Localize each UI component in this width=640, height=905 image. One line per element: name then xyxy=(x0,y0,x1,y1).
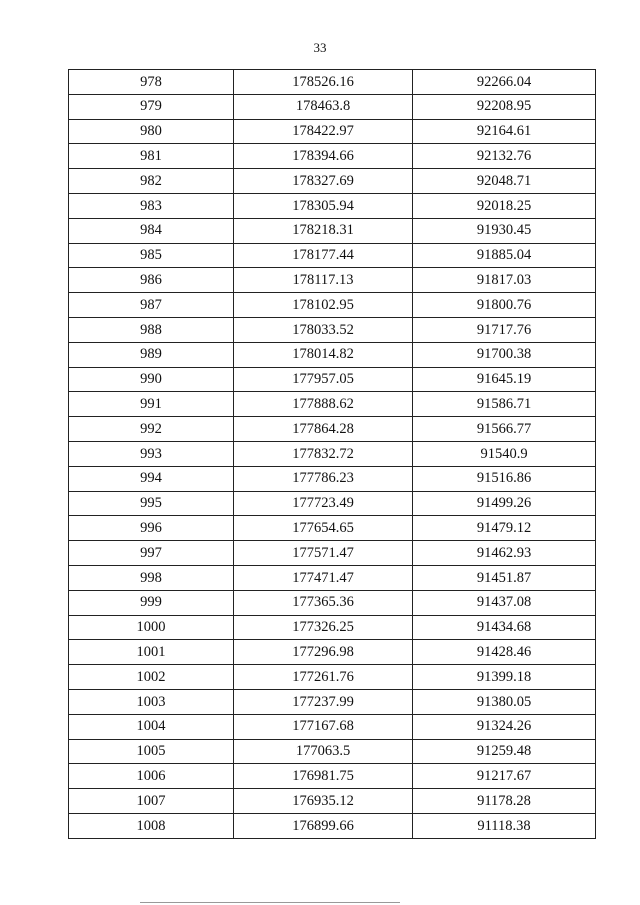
point-number-cell: 1007 xyxy=(69,789,234,814)
table-row xyxy=(69,367,596,392)
table-row xyxy=(69,293,596,318)
x-coordinate-cell: 177864.28 xyxy=(234,417,413,442)
x-coordinate-cell: 177832.72 xyxy=(234,441,413,466)
table-row xyxy=(69,813,596,838)
x-coordinate-cell: 177326.25 xyxy=(234,615,413,640)
table-row xyxy=(69,714,596,739)
point-number-cell: 1003 xyxy=(69,689,234,714)
y-coordinate-cell: 91700.38 xyxy=(413,342,596,367)
y-coordinate-cell: 91437.08 xyxy=(413,590,596,615)
table-row xyxy=(69,665,596,690)
y-coordinate-cell: 91717.76 xyxy=(413,317,596,342)
x-coordinate-cell: 176899.66 xyxy=(234,813,413,838)
table-row xyxy=(69,590,596,615)
point-number-cell: 985 xyxy=(69,243,234,268)
coordinate-table xyxy=(68,69,596,839)
x-coordinate-cell: 177957.05 xyxy=(234,367,413,392)
y-coordinate-cell: 92018.25 xyxy=(413,193,596,218)
point-number-cell: 981 xyxy=(69,144,234,169)
x-coordinate-cell: 178033.52 xyxy=(234,317,413,342)
point-number-cell: 988 xyxy=(69,317,234,342)
point-number-cell: 1000 xyxy=(69,615,234,640)
table-row xyxy=(69,144,596,169)
y-coordinate-cell: 91930.45 xyxy=(413,218,596,243)
y-coordinate-cell: 91499.26 xyxy=(413,491,596,516)
y-coordinate-cell: 91434.68 xyxy=(413,615,596,640)
y-coordinate-cell: 91479.12 xyxy=(413,516,596,541)
x-coordinate-cell: 178117.13 xyxy=(234,268,413,293)
y-coordinate-cell: 91566.77 xyxy=(413,417,596,442)
point-number-cell: 990 xyxy=(69,367,234,392)
y-coordinate-cell: 91451.87 xyxy=(413,565,596,590)
x-coordinate-cell: 178422.97 xyxy=(234,119,413,144)
y-coordinate-cell: 91118.38 xyxy=(413,813,596,838)
x-coordinate-cell: 177063.5 xyxy=(234,739,413,764)
y-coordinate-cell: 91516.86 xyxy=(413,466,596,491)
table-row xyxy=(69,342,596,367)
y-coordinate-cell: 91586.71 xyxy=(413,392,596,417)
y-coordinate-cell: 91428.46 xyxy=(413,640,596,665)
point-number-cell: 979 xyxy=(69,94,234,119)
table-row xyxy=(69,193,596,218)
table-row xyxy=(69,739,596,764)
point-number-cell: 1006 xyxy=(69,764,234,789)
x-coordinate-cell: 177654.65 xyxy=(234,516,413,541)
x-coordinate-cell: 177723.49 xyxy=(234,491,413,516)
y-coordinate-cell: 92132.76 xyxy=(413,144,596,169)
table-row xyxy=(69,417,596,442)
point-number-cell: 994 xyxy=(69,466,234,491)
table-row xyxy=(69,516,596,541)
x-coordinate-cell: 178102.95 xyxy=(234,293,413,318)
table-row xyxy=(69,789,596,814)
table-row xyxy=(69,392,596,417)
table-row xyxy=(69,689,596,714)
y-coordinate-cell: 91217.67 xyxy=(413,764,596,789)
table-body xyxy=(69,70,596,839)
table-row xyxy=(69,70,596,95)
x-coordinate-cell: 178305.94 xyxy=(234,193,413,218)
point-number-cell: 991 xyxy=(69,392,234,417)
x-coordinate-cell: 176935.12 xyxy=(234,789,413,814)
y-coordinate-cell: 91324.26 xyxy=(413,714,596,739)
y-coordinate-cell: 91800.76 xyxy=(413,293,596,318)
x-coordinate-cell: 177888.62 xyxy=(234,392,413,417)
point-number-cell: 986 xyxy=(69,268,234,293)
y-coordinate-cell: 92266.04 xyxy=(413,70,596,95)
table-row xyxy=(69,169,596,194)
point-number-cell: 995 xyxy=(69,491,234,516)
point-number-cell: 984 xyxy=(69,218,234,243)
point-number-cell: 982 xyxy=(69,169,234,194)
table-row xyxy=(69,466,596,491)
table-row xyxy=(69,268,596,293)
x-coordinate-cell: 177237.99 xyxy=(234,689,413,714)
point-number-cell: 983 xyxy=(69,193,234,218)
point-number-cell: 989 xyxy=(69,342,234,367)
x-coordinate-cell: 177296.98 xyxy=(234,640,413,665)
table-row xyxy=(69,441,596,466)
x-coordinate-cell: 176981.75 xyxy=(234,764,413,789)
point-number-cell: 1004 xyxy=(69,714,234,739)
table-row xyxy=(69,317,596,342)
y-coordinate-cell: 91540.9 xyxy=(413,441,596,466)
table-row xyxy=(69,119,596,144)
x-coordinate-cell: 177471.47 xyxy=(234,565,413,590)
x-coordinate-cell: 178394.66 xyxy=(234,144,413,169)
y-coordinate-cell: 91645.19 xyxy=(413,367,596,392)
y-coordinate-cell: 92164.61 xyxy=(413,119,596,144)
y-coordinate-cell: 91817.03 xyxy=(413,268,596,293)
point-number-cell: 980 xyxy=(69,119,234,144)
table-row xyxy=(69,243,596,268)
table-row xyxy=(69,541,596,566)
point-number-cell: 997 xyxy=(69,541,234,566)
x-coordinate-cell: 177261.76 xyxy=(234,665,413,690)
x-coordinate-cell: 178463.8 xyxy=(234,94,413,119)
x-coordinate-cell: 178014.82 xyxy=(234,342,413,367)
table-row xyxy=(69,565,596,590)
table-row xyxy=(69,764,596,789)
point-number-cell: 1005 xyxy=(69,739,234,764)
point-number-cell: 1008 xyxy=(69,813,234,838)
point-number-cell: 993 xyxy=(69,441,234,466)
table-row xyxy=(69,94,596,119)
point-number-cell: 992 xyxy=(69,417,234,442)
point-number-cell: 996 xyxy=(69,516,234,541)
y-coordinate-cell: 91259.48 xyxy=(413,739,596,764)
x-coordinate-cell: 178327.69 xyxy=(234,169,413,194)
y-coordinate-cell: 91380.05 xyxy=(413,689,596,714)
x-coordinate-cell: 178218.31 xyxy=(234,218,413,243)
y-coordinate-cell: 91178.28 xyxy=(413,789,596,814)
x-coordinate-cell: 178526.16 xyxy=(234,70,413,95)
page-number: 33 xyxy=(313,40,327,55)
x-coordinate-cell: 177365.36 xyxy=(234,590,413,615)
table-row xyxy=(69,640,596,665)
point-number-cell: 998 xyxy=(69,565,234,590)
y-coordinate-cell: 91885.04 xyxy=(413,243,596,268)
point-number-cell: 999 xyxy=(69,590,234,615)
y-coordinate-cell: 91462.93 xyxy=(413,541,596,566)
point-number-cell: 978 xyxy=(69,70,234,95)
point-number-cell: 1002 xyxy=(69,665,234,690)
table-row xyxy=(69,218,596,243)
x-coordinate-cell: 177571.47 xyxy=(234,541,413,566)
point-number-cell: 1001 xyxy=(69,640,234,665)
y-coordinate-cell: 91399.18 xyxy=(413,665,596,690)
x-coordinate-cell: 177167.68 xyxy=(234,714,413,739)
table-row xyxy=(69,615,596,640)
point-number-cell: 987 xyxy=(69,293,234,318)
x-coordinate-cell: 178177.44 xyxy=(234,243,413,268)
y-coordinate-cell: 92048.71 xyxy=(413,169,596,194)
y-coordinate-cell: 92208.95 xyxy=(413,94,596,119)
table-row xyxy=(69,491,596,516)
x-coordinate-cell: 177786.23 xyxy=(234,466,413,491)
footer-divider xyxy=(140,902,400,903)
